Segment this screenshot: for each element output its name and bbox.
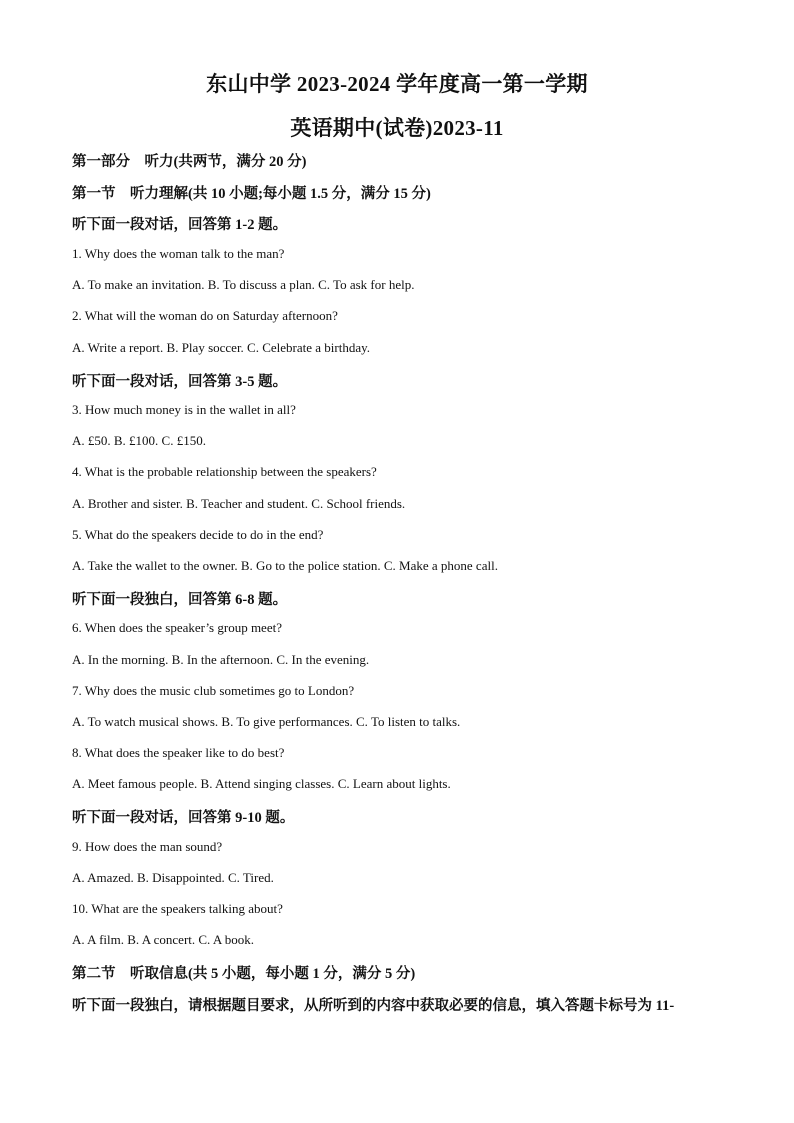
answer-options: A. In the morning. B. In the afternoon. C. In the evening. — [72, 652, 370, 667]
answer-options: A. Write a report. B. Play soccer. C. Celebrate a birthday. — [72, 340, 371, 355]
question-text: 10. What are the speakers talking about? — [72, 901, 283, 916]
question-text: 6. When does the speaker’s group meet? — [72, 620, 282, 635]
question-text: 3. How much money is in the wallet in all? — [72, 402, 296, 417]
dialogue-instruction: 听下面一段对话，回答第 9-10 题。 — [72, 810, 295, 826]
answer-options: A. Meet famous people. B. Attend singing classes. C. Learn about lights. — [72, 776, 451, 791]
section-two-instruction: 听下面一段独白，请根据题目要求，从所听到的内容中获取必要的信息，填入答题卡标号为 11- — [72, 998, 675, 1014]
question-text: 7. Why does the music club sometimes go to London? — [72, 683, 355, 698]
section-one-heading: 第一节 听力理解(共 10 小题;每小题 1.5 分，满分 15 分) — [72, 186, 431, 202]
question-text: 2. What will the woman do on Saturday afternoon? — [72, 308, 338, 323]
answer-options: A. Take the wallet to the owner. B. Go to the police station. C. Make a phone call. — [72, 558, 498, 573]
dialogue-instruction: 听下面一段对话，回答第 3-5 题。 — [72, 374, 288, 390]
answer-options: A. Amazed. B. Disappointed. C. Tired. — [72, 870, 274, 885]
dialogue-instruction: 听下面一段对话，回答第 1-2 题。 — [72, 217, 288, 233]
answer-options: A. A film. B. A concert. C. A book. — [72, 932, 255, 947]
question-text: 4. What is the probable relationship between the speakers? — [72, 464, 377, 479]
exam-title: 东山中学 2023-2024 学年度高一第一学期 — [206, 72, 588, 96]
question-text: 1. Why does the woman talk to the man? — [72, 246, 285, 261]
answer-options: A. Brother and sister. B. Teacher and student. C. School friends. — [72, 496, 406, 511]
question-text: 9. How does the man sound? — [72, 839, 223, 854]
question-text: 5. What do the speakers decide to do in the end? — [72, 527, 324, 542]
answer-options: A. To make an invitation. B. To discuss a plan. C. To ask for help. — [72, 277, 415, 292]
exam-subtitle: 英语期中(试卷)2023-11 — [290, 116, 504, 140]
part-one-heading: 第一部分 听力(共两节，满分 20 分) — [72, 154, 307, 170]
answer-options: A. To watch musical shows. B. To give performances. C. To listen to talks. — [72, 714, 461, 729]
section-two-heading: 第二节 听取信息(共 5 小题，每小题 1 分，满分 5 分) — [72, 966, 416, 982]
question-text: 8. What does the speaker like to do best? — [72, 745, 285, 760]
answer-options: A. £50. B. £100. C. £150. — [72, 433, 206, 448]
monologue-instruction: 听下面一段独白，回答第 6-8 题。 — [72, 592, 288, 608]
